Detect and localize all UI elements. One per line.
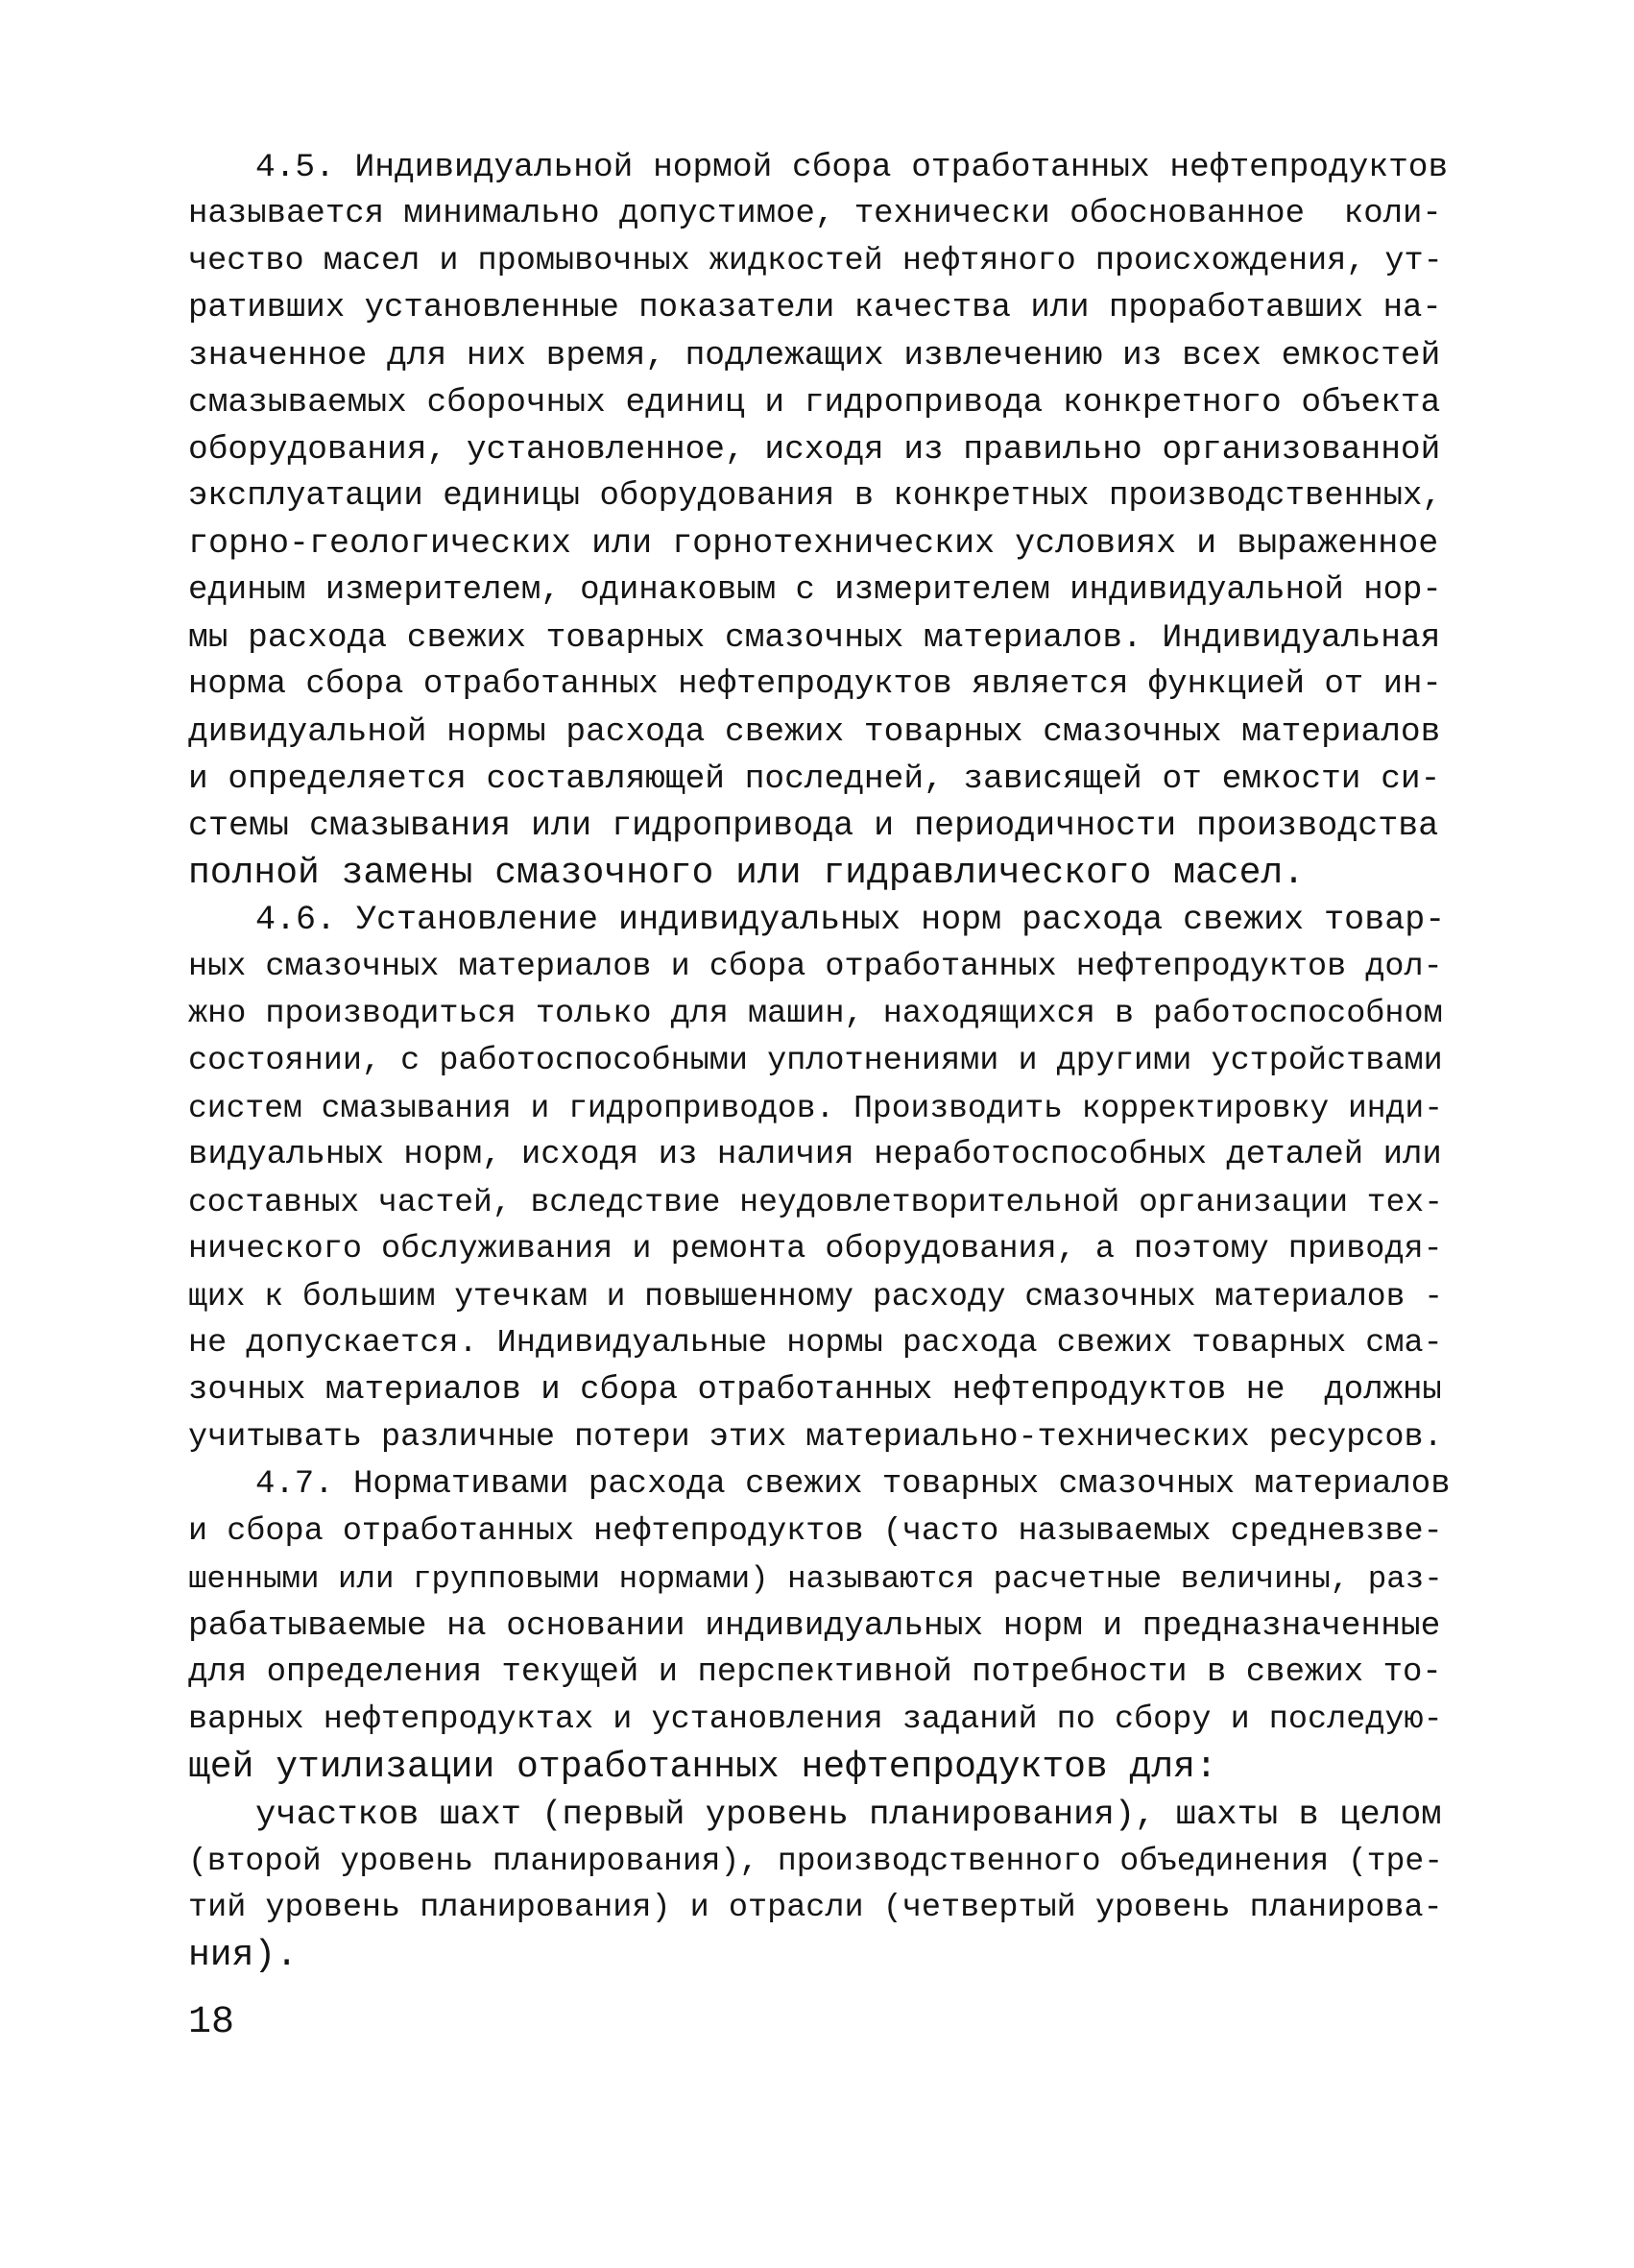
text-line: 4.7. Нормативами расхода свежих товарных смазочных материалов bbox=[255, 1466, 1451, 1503]
text-line: участков шахт (первый уровень планирования), шахты в целом bbox=[255, 1795, 1442, 1834]
text-line: рабатываемые на основании индивидуальных норм и предназначенные bbox=[188, 1607, 1441, 1645]
text-line: 4.5. Индивидуальной нормой сбора отработанных нефтепродуктов bbox=[255, 149, 1449, 186]
text-line: для определения текущей и перспективной потребности в свежих то- bbox=[188, 1654, 1442, 1691]
text-line: и сбора отработанных нефтепродуктов (часто называемых средневзве- bbox=[188, 1513, 1443, 1550]
text-line: единым измерителем, одинаковым с измерителем индивидуальной нор- bbox=[188, 572, 1442, 609]
text-line: шенными или групповыми нормами) называются расчетные величины, раз- bbox=[188, 1561, 1443, 1597]
text-line: варных нефтепродуктах и установления заданий по сбору и последую- bbox=[188, 1701, 1443, 1738]
text-line: ния). bbox=[188, 1935, 299, 1976]
text-line: не допускается. Индивидуальные нормы расхода свежих товарных сма- bbox=[188, 1325, 1443, 1362]
text-line: жно производиться только для машин, находящихся в работоспособном bbox=[188, 996, 1443, 1032]
page-number: 18 bbox=[188, 2001, 235, 2044]
text-line: нического обслуживания и ремонта оборудования, а поэтому приводя- bbox=[188, 1231, 1443, 1267]
text-line: эксплуатации единицы оборудования в конкретных производственных, bbox=[188, 478, 1442, 515]
text-line: 4.6. Установление индивидуальных норм расхода свежих товар- bbox=[255, 901, 1446, 939]
text-line: оборудования, установленное, исходя из правильно организованной bbox=[188, 431, 1441, 469]
text-line: ративших установленные показатели качества или проработавших на- bbox=[188, 290, 1442, 326]
text-line: мы расхода свежих товарных смазочных материалов. Индивидуальная bbox=[188, 619, 1441, 657]
text-line: видуальных норм, исходя из наличия неработоспособных деталей или bbox=[188, 1137, 1442, 1173]
text-line: щей утилизации отработанных нефтепродуктов для: bbox=[188, 1747, 1217, 1788]
text-line: стемы смазывания или гидропривода и периодичности производства bbox=[188, 807, 1439, 845]
text-line: систем смазывания и гидроприводов. Производить корректировку инди- bbox=[188, 1091, 1444, 1126]
text-line: учитывать различные потери этих материально-технических ресурсов. bbox=[188, 1419, 1443, 1456]
text-line: тий уровень планирования) и отрасли (четвертый уровень планирова- bbox=[188, 1890, 1443, 1926]
text-line: зочных материалов и сбора отработанных нефтепродуктов не должны bbox=[188, 1372, 1442, 1409]
text-line: чество масел и промывочных жидкостей нефтяного происхождения, ут- bbox=[188, 243, 1443, 279]
text-line: горно-геологических или горнотехнических условиях и выраженное bbox=[188, 524, 1439, 563]
text-line: норма сбора отработанных нефтепродуктов является функцией от ин- bbox=[188, 666, 1442, 703]
text-line: и определяется составляющей последней, зависящей от емкости си- bbox=[188, 760, 1441, 798]
text-line: называется минимально допустимое, технически обоснованное коли- bbox=[188, 196, 1442, 232]
text-line: ных смазочных материалов и сбора отработанных нефтепродуктов дол- bbox=[188, 949, 1443, 985]
text-line: значенное для них время, подлежащих извлечению из всех емкостей bbox=[188, 337, 1441, 374]
text-line: смазываемых сборочных единиц и гидропривода конкретного объекта bbox=[188, 384, 1441, 422]
text-line: (второй уровень планирования), производственного объединения (тре- bbox=[188, 1844, 1444, 1879]
text-line: полной замены смазочного или гидравлического масел. bbox=[188, 853, 1305, 894]
text-line: дивидуальной нормы расхода свежих товарных смазочных материалов bbox=[188, 713, 1441, 751]
text-line: составных частей, вследствие неудовлетворительной организации тех- bbox=[188, 1185, 1444, 1220]
text-line: состоянии, с работоспособными уплотнениями и другими устройствами bbox=[188, 1043, 1443, 1079]
text-line: щих к большим утечкам и повышенному расходу смазочных материалов - bbox=[188, 1279, 1444, 1315]
